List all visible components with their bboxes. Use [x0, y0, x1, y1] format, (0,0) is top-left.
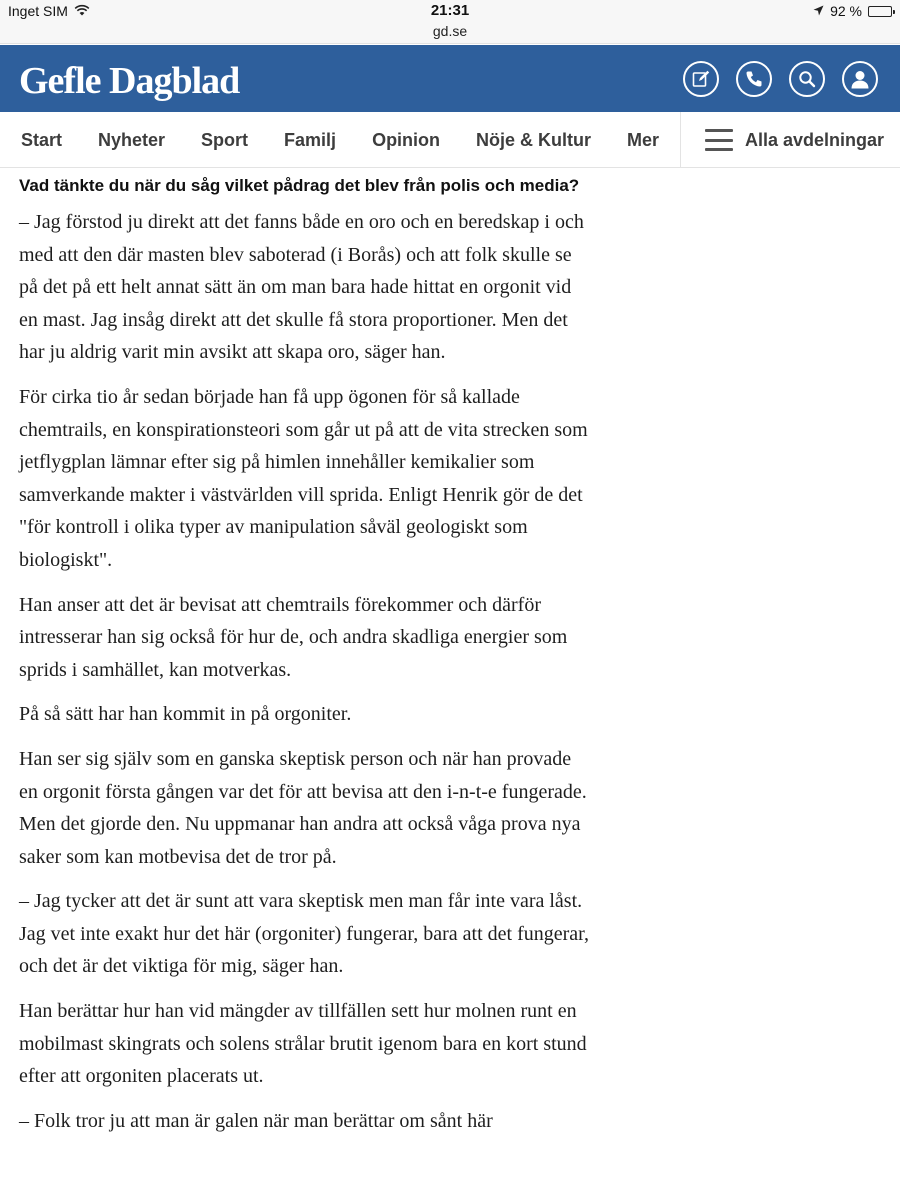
compose-icon[interactable] [683, 61, 719, 97]
user-icon[interactable] [842, 61, 878, 97]
battery-icon [868, 6, 892, 17]
interview-question: Vad tänkte du när du såg vilket pådrag det blev från polis och media? [19, 176, 580, 195]
article-paragraph: Han anser att det är bevisat att chemtrails förekommer och därför intresserar han sig också för hur de, och andra skadliga energier som sprids i samhället, kan motverkas. [19, 593, 568, 681]
article-paragraph: För cirka tio år sedan började han få upp ögonen för så kallade chemtrails, en konspirationsteori som går ut på att de vita strecken som jetflygplan lämnar efter sig på himlen innehåller kemikalier som samverkande makter i västvärlden vill sprida. Enligt Henrik gör de det "för kontroll i olika typer av manipulation såväl geologiskt som biologiskt". [19, 385, 588, 571]
hamburger-menu-icon [705, 129, 733, 151]
nav-item-opinion[interactable]: Opinion [372, 129, 441, 150]
nav-item-nyheter[interactable]: Nyheter [98, 129, 166, 150]
nav-item-mer[interactable]: Mer [627, 129, 660, 150]
battery-percent: 92 % [830, 3, 862, 19]
status-time: 21:31 [430, 2, 470, 19]
article-paragraph: – Jag tycker att det är sunt att vara skeptisk men man får inte vara låst. Jag vet inte exakt hur det här (orgoniter) fungerar, bara att det fungerar, och det är det viktiga för mig, säger han. [19, 890, 589, 978]
status-right [813, 3, 892, 19]
search-icon[interactable] [789, 61, 825, 97]
article-paragraph: Han ser sig själv som en ganska skeptisk person och när han provade en orgonit första gången var det för att bevisa att den i-n-t-e fungerade. Men det gjorde den. Nu uppmanar han andra att också våga prova nya saker som kan motbevisa det de tror på. [19, 747, 587, 868]
masthead [0, 45, 900, 112]
all-sections-button[interactable] [680, 112, 900, 168]
article-paragraph: På så sätt har han kommit in på orgoniter. [19, 703, 352, 726]
masthead-icons [683, 61, 878, 97]
nav-item-familj[interactable]: Familj [284, 129, 337, 150]
nav-items [21, 112, 695, 168]
article-paragraph: Han berättar hur han vid mängder av tillfällen sett hur molnen runt en mobilmast skingrats och solens strålar brutit igenom bara en kort stund efter att orgoniten placerats ut. [19, 1000, 587, 1088]
carrier-label: Inget SIM [8, 3, 68, 19]
article-paragraph: – Folk tror ju att man är galen när man berättar om sånt här [19, 1109, 493, 1132]
site-logo[interactable]: Gefle Dagblad [19, 60, 240, 102]
nav-item-start[interactable]: Start [21, 129, 63, 150]
article-paragraph: – Jag förstod ju direkt att det fanns både en oro och en beredskap i och med att den där masten blev saboterad (i Borås) och att folk skulle se på det på ett helt annat sätt än om man bara hade hittat en orgonit vid en mast. Jag insåg direkt att det skulle få stora proportioner. Men det har ju aldrig varit min avsikt att skapa oro, säger han. [19, 211, 584, 364]
nav-item-noje-kultur[interactable]: Nöje & Kultur [476, 129, 592, 150]
section-nav [0, 112, 900, 168]
phone-icon[interactable] [736, 61, 772, 97]
location-arrow-icon [813, 3, 824, 19]
status-bar [0, 0, 900, 44]
all-sections-label: Alla avdelningar [745, 129, 885, 150]
address-bar-url[interactable]: gd.se [432, 23, 468, 39]
article-body [19, 168, 589, 1137]
nav-item-sport[interactable]: Sport [201, 129, 249, 150]
